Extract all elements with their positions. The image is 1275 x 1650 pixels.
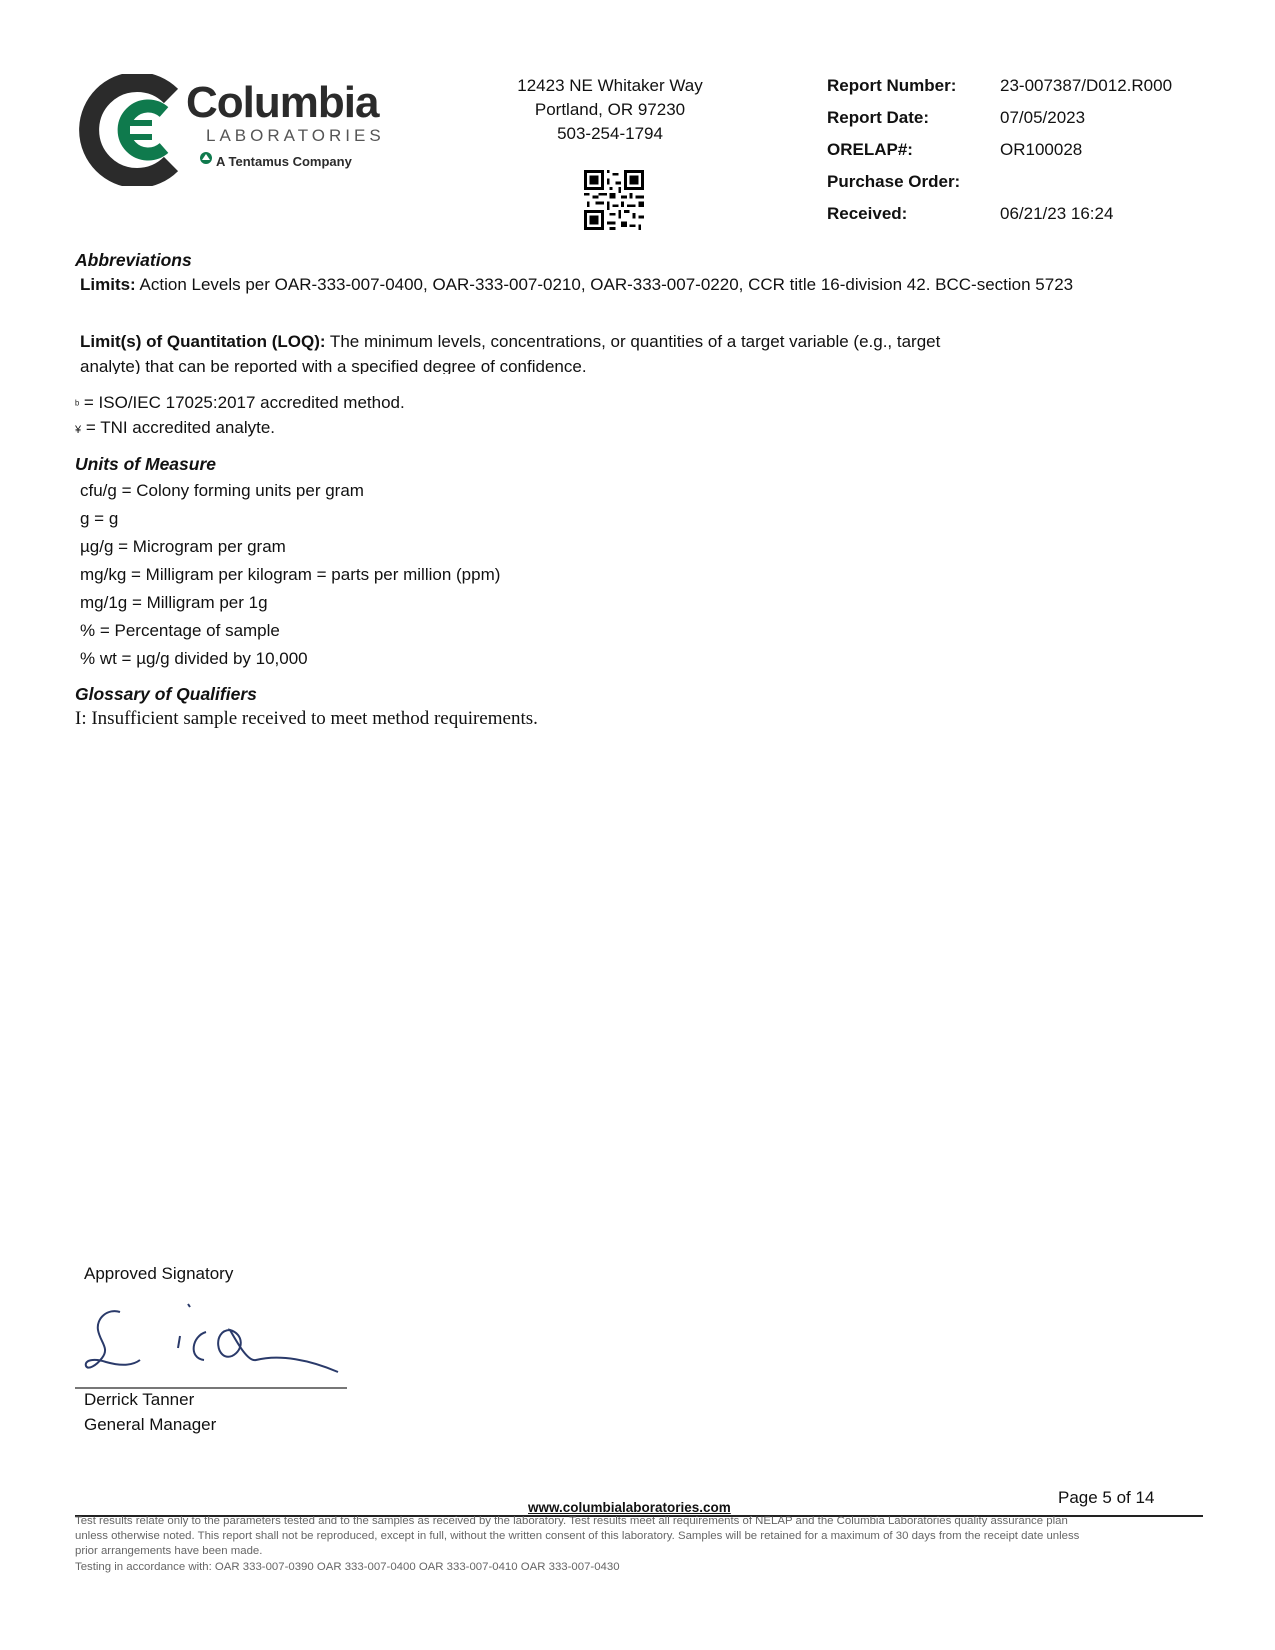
orelap-label: ORELAP#: bbox=[827, 140, 913, 159]
received-value: 06/21/23 16:24 bbox=[1000, 204, 1114, 223]
limits-label: Limits: bbox=[80, 275, 136, 294]
report-date-value: 07/05/2023 bbox=[1000, 108, 1086, 127]
report-number-label: Report Number: bbox=[827, 76, 957, 95]
loq-text: The minimum levels, concentrations, or quantities of a target variable (e.g., target bbox=[325, 332, 941, 351]
signatory-heading: Approved Signatory bbox=[84, 1264, 234, 1283]
tni-text: = TNI accredited analyte. bbox=[85, 418, 276, 437]
signatory-name: Derrick Tanner bbox=[84, 1390, 195, 1409]
logo-subtitle: LABORATORIES bbox=[206, 126, 385, 145]
unit-item: mg/kg = Milligram per kilogram = parts per million (ppm) bbox=[80, 565, 501, 584]
unit-item: % wt = µg/g divided by 10,000 bbox=[80, 649, 308, 668]
logo-tagline: A Tentamus Company bbox=[216, 154, 352, 169]
purchase-order-label: Purchase Order: bbox=[827, 172, 961, 191]
page-number: Page 5 of 14 bbox=[1058, 1488, 1155, 1507]
limits-line bbox=[80, 275, 1073, 295]
qualifier-item: I: Insufficient sample received to meet method requirements. bbox=[75, 708, 538, 729]
qr-code-icon bbox=[584, 170, 644, 230]
qualifiers-title: Glossary of Qualifiers bbox=[75, 684, 257, 704]
received-label: Received: bbox=[827, 204, 908, 223]
unit-item: % = Percentage of sample bbox=[80, 621, 280, 640]
footer-testing-note: Testing in accordance with: OAR 333-007-0390 OAR 333-007-0400 OAR 333-007-0410 OAR 333-007-0430 bbox=[75, 1561, 620, 1573]
logo-mark-icon bbox=[89, 82, 171, 178]
report-date-label: Report Date: bbox=[827, 108, 930, 127]
units-title: Units of Measure bbox=[75, 454, 216, 474]
logo-wordmark: Columbia bbox=[186, 78, 379, 127]
tentamus-icon bbox=[199, 151, 213, 165]
website-link[interactable]: www.columbialaboratories.com bbox=[528, 1500, 731, 1515]
iso-symbol: ᵇ bbox=[75, 399, 80, 411]
footer-disclaimer: unless otherwise noted. This report shall not be reproduced, except in full, without the written consent of this laboratory. Samples will be retained for a maximum of 30 days from the receipt date unless bbox=[75, 1530, 1080, 1542]
loq-label: Limit(s) of Quantitation (LOQ): bbox=[80, 332, 326, 351]
loq-text-continued: analyte) that can be reported with a specified degree of confidence. bbox=[80, 357, 587, 374]
address-phone: 503-254-1794 bbox=[557, 124, 663, 143]
tni-line bbox=[75, 418, 275, 438]
footer-disclaimer: prior arrangements have been made. bbox=[75, 1545, 263, 1557]
footer-disclaimer: Test results relate only to the parameters tested and to the samples as received by the laboratory. Test results meet all requirements of NELAP and the Columbia Laboratories quality assurance plan bbox=[75, 1515, 1068, 1527]
unit-item: g = g bbox=[80, 509, 119, 528]
report-number-value: 23-007387/D012.R000 bbox=[1000, 76, 1173, 95]
iso-text: = ISO/IEC 17025:2017 accredited method. bbox=[83, 393, 405, 412]
address-street: 12423 NE Whitaker Way bbox=[517, 76, 703, 95]
loq-line bbox=[80, 332, 940, 352]
unit-item: mg/1g = Milligram per 1g bbox=[80, 593, 268, 612]
iso-line bbox=[75, 393, 405, 413]
signature-image bbox=[80, 1300, 350, 1382]
unit-item: cfu/g = Colony forming units per gram bbox=[80, 481, 364, 500]
signatory-title: General Manager bbox=[84, 1415, 217, 1434]
address-city: Portland, OR 97230 bbox=[534, 100, 686, 119]
tni-symbol: ¥ bbox=[75, 424, 82, 436]
limits-text: Action Levels per OAR-333-007-0400, OAR-333-007-0210, OAR-333-007-0220, CCR title 16-division 42. BCC-section 5723 bbox=[135, 275, 1074, 294]
unit-item: µg/g = Microgram per gram bbox=[80, 537, 286, 556]
signature-line bbox=[75, 1387, 347, 1389]
abbreviations-title: Abbreviations bbox=[75, 250, 192, 270]
orelap-value: OR100028 bbox=[1000, 140, 1083, 159]
